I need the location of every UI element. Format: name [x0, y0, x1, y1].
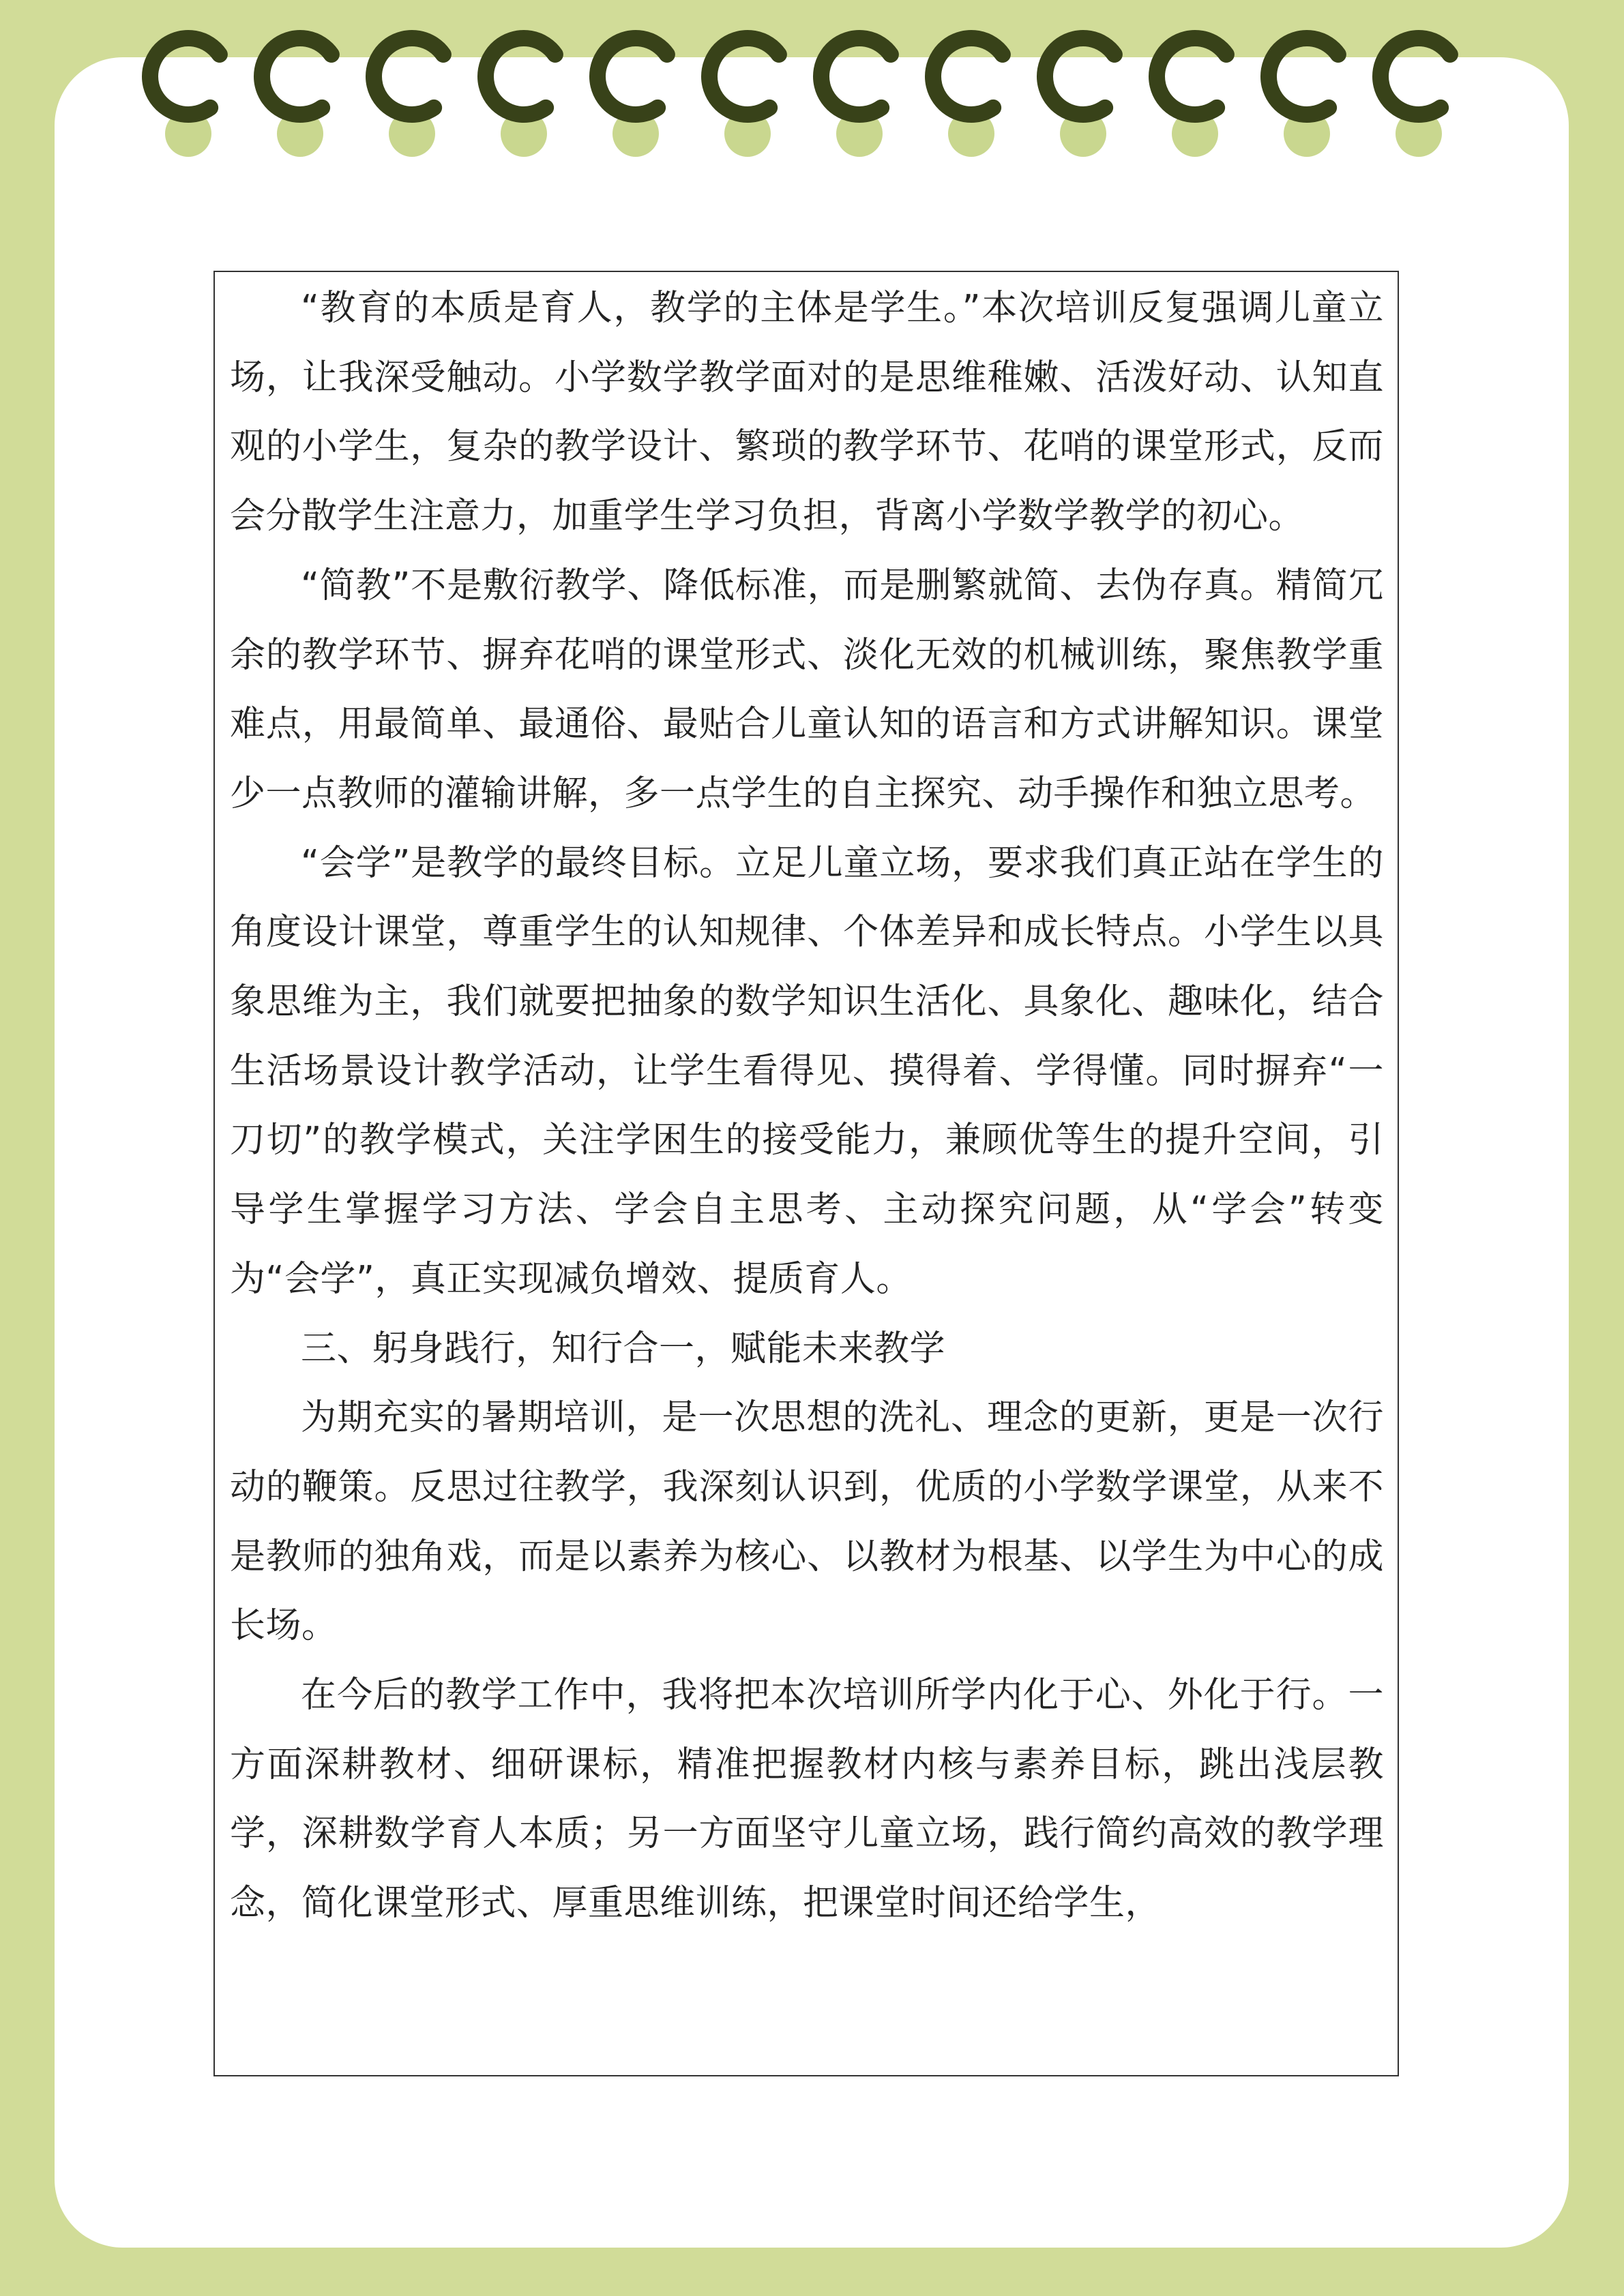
binding-ring: [1269, 38, 1338, 115]
binding-ring: [150, 38, 220, 115]
binding-ring: [597, 38, 667, 115]
paragraph-1: “教育的本质是育人，教学的主体是学生。”本次培训反复强调儿童立场，让我深受触动。小学数学教学面对的是思维稚嫩、活泼好动、认知直观的小学生，复杂的教学设计、繁琐的教学环节、花哨的课堂形式，反而会分散学生注意力，加重学生学习负担，背离小学数学教学的初心。: [230, 288, 1384, 537]
paragraph-4: 为期充实的暑期培训，是一次思想的洗礼、理念的更新，更是一次行动的鞭策。反思过往教学，我深刻认识到，优质的小学数学课堂，从来不是教师的独角戏，而是以素养为核心、以教材为根基、以学生为中心的成长场。: [230, 1397, 1384, 1647]
binding-ring: [1045, 38, 1114, 115]
binding-ring: [262, 38, 331, 115]
text-frame: [213, 271, 1399, 2076]
section-heading: 三、躬身践行，知行合一，赋能未来教学: [301, 1328, 946, 1369]
spiral-binding: [0, 0, 1624, 164]
paragraph-3: “会学”是教学的最终目标。立足儿童立场，要求我们真正站在学生的角度设计课堂，尊重学生的认知规律、个体差异和成长特点。小学生以具象思维为主，我们就要把抽象的数学知识生活化、具象化、趣味化，结合生活场景设计教学活动，让学生看得见、摸得着、学得懂。同时摒弃“一刀切”的教学模式，关注学困生的接受能力，兼顾优等生的提升空间，引导学生掌握学习方法、学会自主思考、主动探究问题，从“学会”转变为“会学”，真正实现减负增效、提质育人。: [230, 842, 1384, 1300]
paragraph-2: “简教”不是敷衍教学、降低标准，而是删繁就简、去伪存真。精简冗余的教学环节、摒弃花哨的课堂形式、淡化无效的机械训练，聚焦教学重难点，用最简单、最通俗、最贴合儿童认知的语言和方式讲解知识。课堂少一点教师的灌输讲解，多一点学生的自主探究、动手操作和独立思考。: [230, 565, 1384, 814]
binding-ring: [1157, 38, 1226, 115]
binding-ring: [821, 38, 891, 115]
paragraph-5: 在今后的教学工作中，我将把本次培训所学内化于心、外化于行。一方面深耕教材、细研课标，精准把握教材内核与素养目标，跳出浅层教学，深耕数学育人本质；另一方面坚守儿童立场，践行简约高效的教学理念，简化课堂形式、厚重思维训练，把课堂时间还给学生，: [230, 1675, 1384, 1924]
binding-ring: [486, 38, 555, 115]
binding-ring: [1381, 38, 1450, 115]
binding-ring: [933, 38, 1003, 115]
binding-ring: [374, 38, 443, 115]
binding-ring: [709, 38, 779, 115]
